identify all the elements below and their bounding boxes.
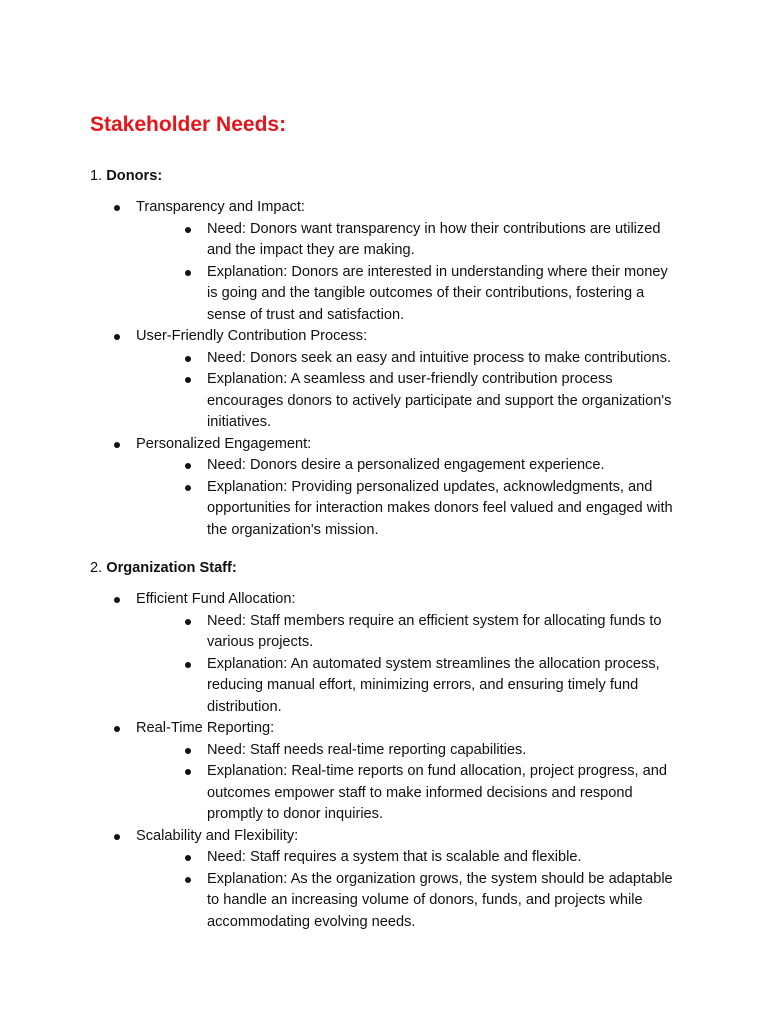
need-text: Need: Staff members require an efficient system for allocating funds to various projects. <box>207 612 662 650</box>
topic-label: Personalized Engagement: <box>136 435 312 452</box>
list-item <box>181 869 710 934</box>
explanation-text: Explanation: A seamless and user-friendly contribution process encourages donors to actively participate and support the organization's initiatives. <box>207 371 672 430</box>
need-text: Need: Staff requires a system that is scalable and flexible. <box>207 849 582 865</box>
list-item <box>181 654 710 719</box>
page-title: Stakeholder Needs: <box>90 113 287 136</box>
section-heading-donors <box>90 166 162 187</box>
explanation-text: Explanation: Donors are interested in understanding where their money is going and the tangible outcomes of their contributions, fostering a sense of trust and satisfaction. <box>207 263 668 323</box>
list-item <box>181 369 710 434</box>
need-text: Need: Donors seek an easy and intuitive process to make contributions. <box>207 349 672 366</box>
section-name: Donors: <box>106 168 163 184</box>
bullet-icon <box>185 485 191 491</box>
list-item <box>181 740 710 762</box>
list-item <box>181 262 710 327</box>
explanation-text: Explanation: As the organization grows, the system should be adaptable to handle an increasing volume of donors, funds, and projects while accommodating evolving needs. <box>207 870 673 930</box>
explanation-text: Explanation: Providing personalized updates, acknowledgments, and opportunities for interaction makes donors feel valued and engaged with the organization's mission. <box>207 478 673 538</box>
bullet-icon <box>185 463 191 469</box>
bullet-icon <box>185 619 191 625</box>
bullet-icon <box>185 855 191 861</box>
bullet-icon <box>185 877 191 883</box>
list-item <box>181 477 710 542</box>
list-item <box>181 611 710 654</box>
list-item <box>181 455 710 477</box>
bullet-icon <box>185 227 191 233</box>
list-item <box>181 761 710 826</box>
explanation-text: Explanation: Real-time reports on fund allocation, project progress, and outcomes empower staff to make informed decisions and respond promptly to donor inquiries. <box>207 763 667 822</box>
bullet-icon <box>114 597 120 603</box>
bullet-icon <box>114 334 120 340</box>
list-item <box>110 434 710 542</box>
list-item <box>181 847 710 869</box>
topic-label: Scalability and Flexibility: <box>136 827 299 844</box>
topic-label: Efficient Fund Allocation: <box>136 591 296 607</box>
bullet-icon <box>114 834 120 840</box>
list-item <box>181 348 710 370</box>
section-heading-organization-staff <box>90 558 237 579</box>
bullet-icon <box>185 356 191 362</box>
need-text: Need: Donors desire a personalized engagement experience. <box>207 457 605 473</box>
bullet-icon <box>185 769 191 775</box>
list-item <box>110 826 710 934</box>
bullet-icon <box>185 662 191 668</box>
topic-label: Real-Time Reporting: <box>136 720 275 736</box>
need-text: Need: Staff needs real-time reporting capabilities. <box>207 741 527 758</box>
bullet-icon <box>185 748 191 754</box>
list-item <box>181 219 710 262</box>
need-text: Need: Donors want transparency in how their contributions are utilized and the impact they are making. <box>207 220 661 258</box>
list-item <box>110 718 710 826</box>
list-item <box>110 326 710 434</box>
topic-label: User-Friendly Contribution Process: <box>136 328 368 344</box>
section-donors-list <box>110 197 710 541</box>
section-number: 1. <box>90 168 103 184</box>
list-item <box>110 589 710 718</box>
topic-label: Transparency and Impact: <box>136 199 305 215</box>
section-number: 2. <box>90 560 103 576</box>
list-item <box>110 197 710 326</box>
bullet-icon <box>185 377 191 383</box>
explanation-text: Explanation: An automated system streamlines the allocation process, reducing manual effort, minimizing errors, and ensuring timely fund distribution. <box>207 655 660 715</box>
bullet-icon <box>114 205 120 211</box>
section-name: Organization Staff: <box>106 560 237 576</box>
bullet-icon <box>114 442 120 448</box>
section-organization-staff-list <box>110 589 710 933</box>
bullet-icon <box>185 270 191 276</box>
bullet-icon <box>114 726 120 732</box>
